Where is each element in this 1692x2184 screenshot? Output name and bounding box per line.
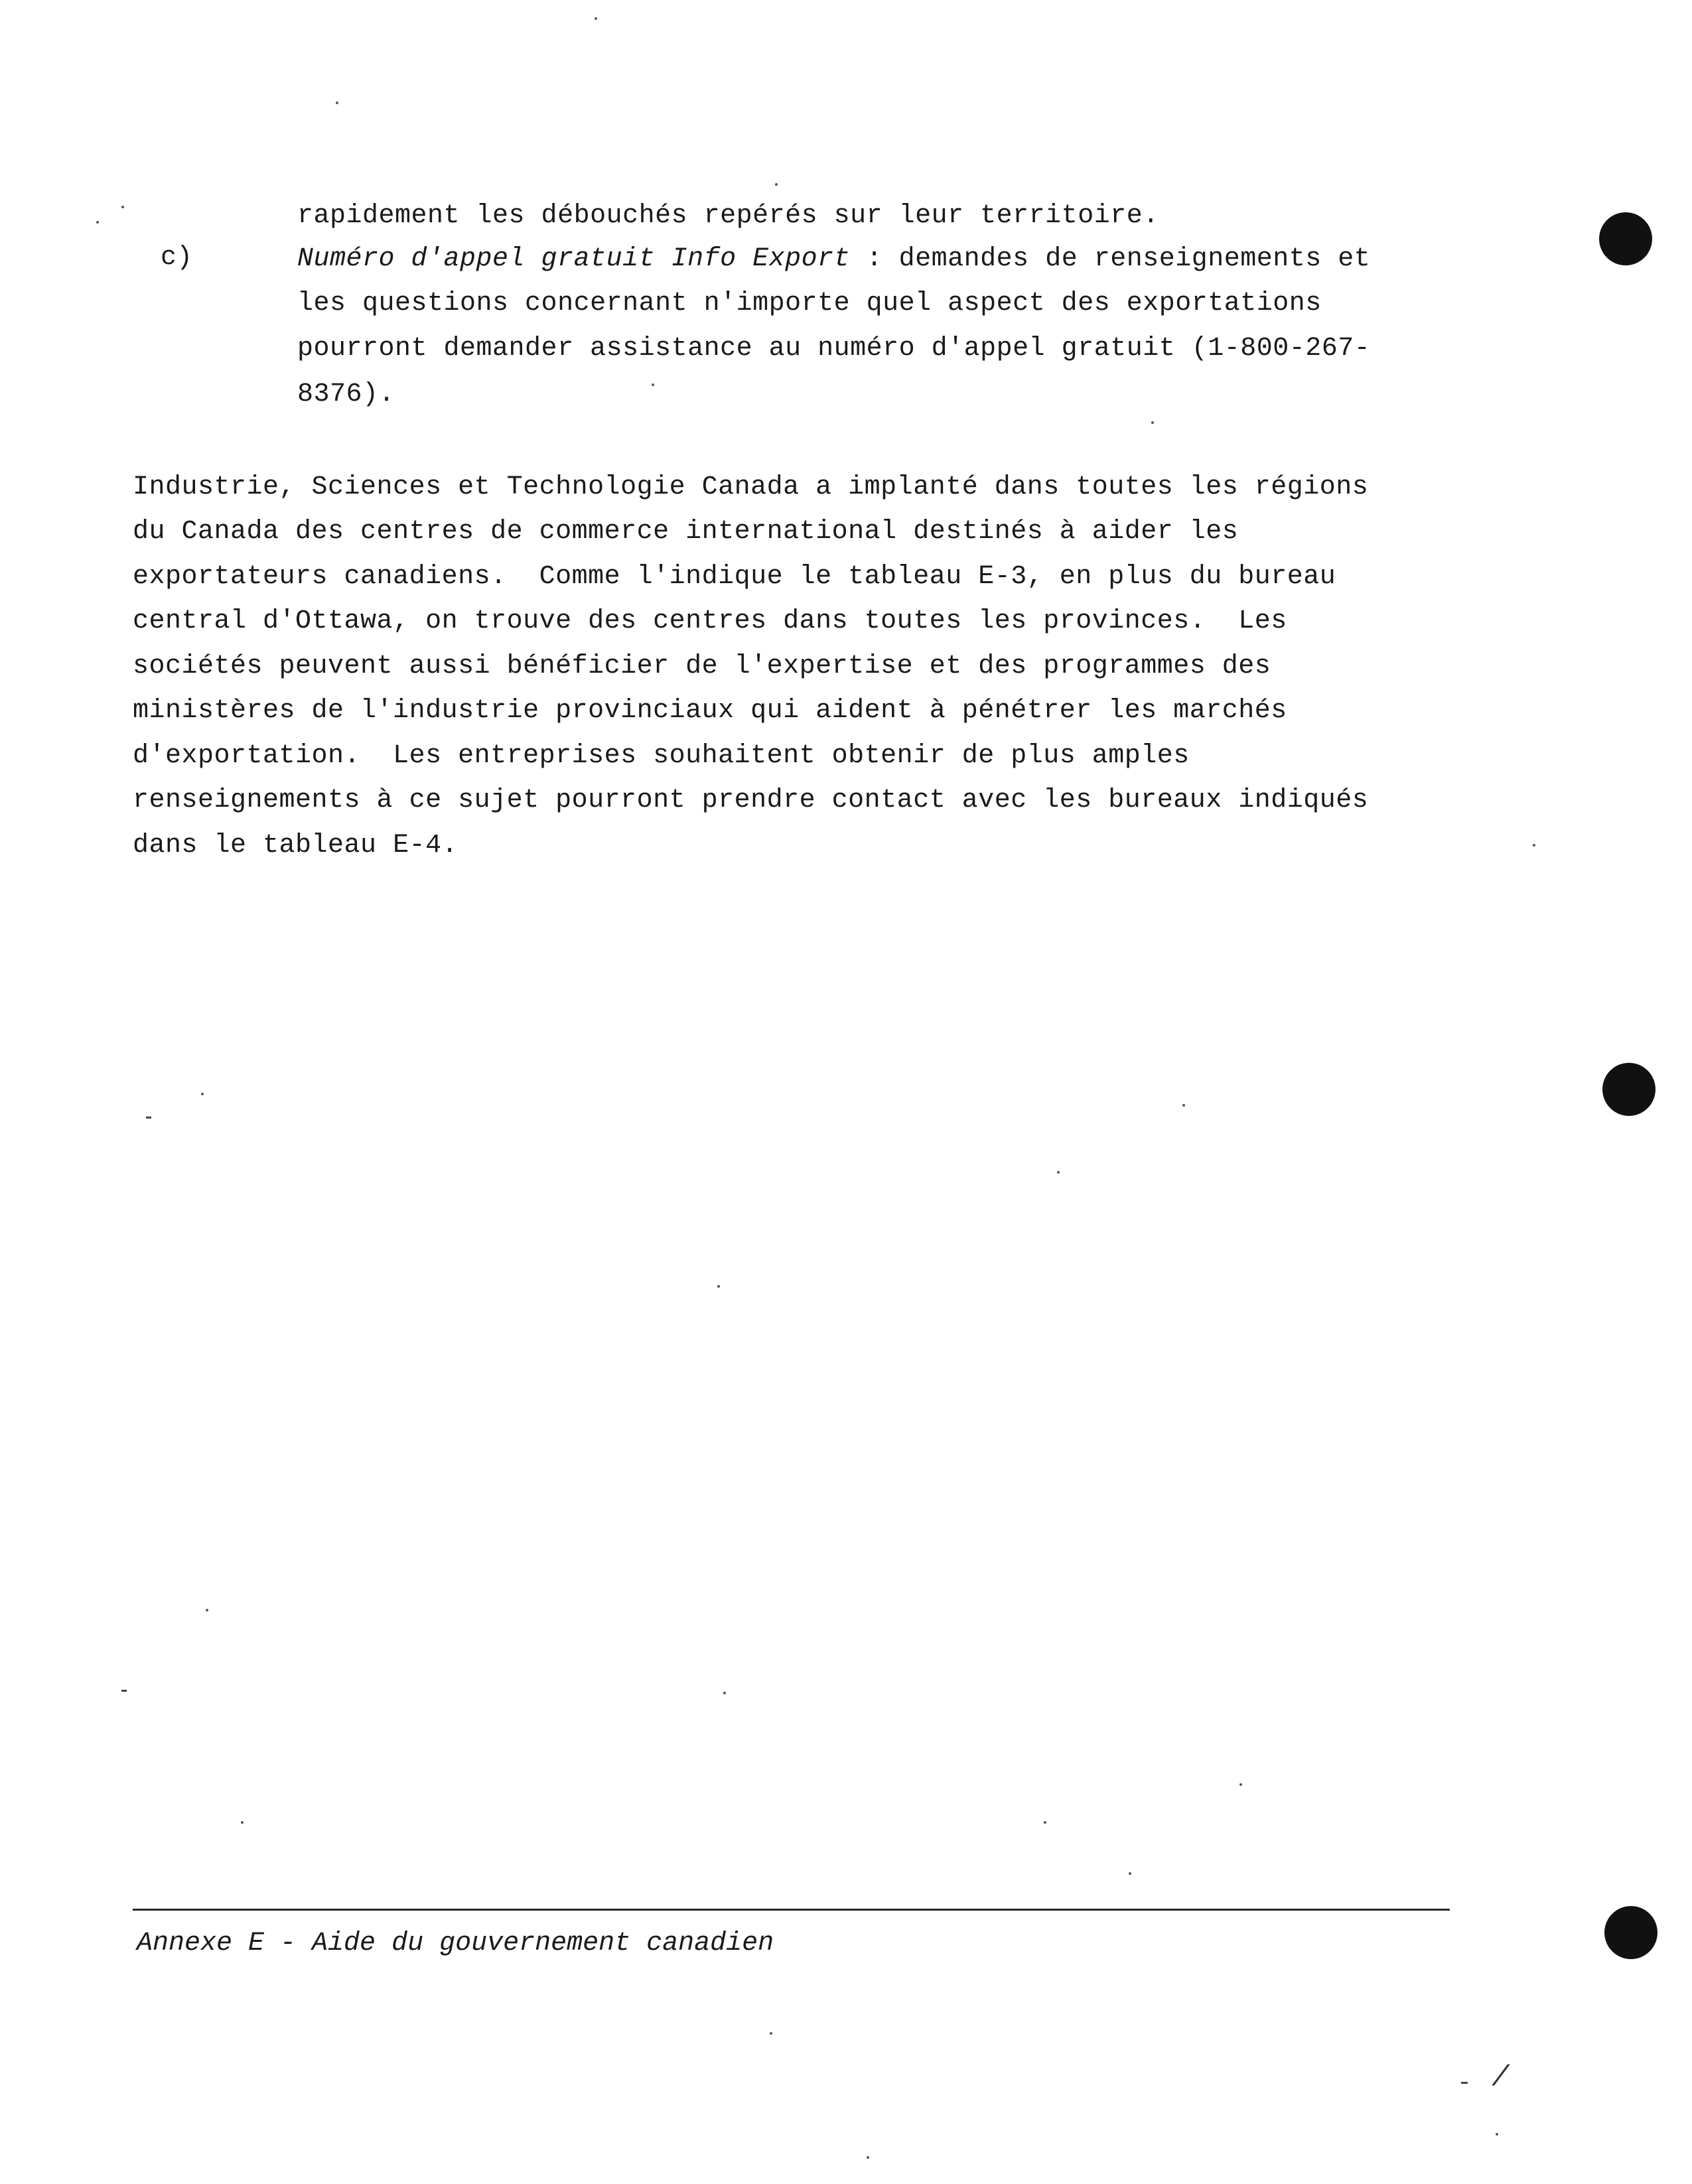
paragraph-line-7: d'exportation. Les entreprises souhaitent obtenir de plus amples bbox=[133, 741, 1190, 771]
paragraph-line-4: central d'Ottawa, on trouve des centres dans toutes les provinces. Les bbox=[133, 606, 1287, 636]
list-item-c-line-3: pourront demander assistance au numéro d'appel gratuit (1-800-267- bbox=[297, 334, 1371, 364]
list-item-label: c) bbox=[161, 243, 193, 273]
scan-speck bbox=[770, 2032, 772, 2035]
corner-slash-mark: / bbox=[1492, 2061, 1510, 2094]
paragraph-line-5: sociétés peuvent aussi bénéficier de l'expertise et des programmes des bbox=[133, 651, 1271, 681]
scan-dash bbox=[1461, 2082, 1468, 2084]
scan-dash bbox=[146, 1117, 151, 1119]
scan-speck bbox=[717, 1285, 720, 1288]
paragraph-line-2: du Canada des centres de commerce international destinés à aider les bbox=[133, 517, 1239, 547]
list-item-c-line-2: les questions concernant n'importe quel aspect des exportations bbox=[297, 289, 1322, 318]
footer-title: Annexe E - Aide du gouvernement canadien bbox=[137, 1929, 774, 1958]
scan-speck bbox=[1533, 844, 1535, 847]
list-item-title: Numéro d'appel gratuit Info Export bbox=[297, 244, 851, 274]
list-item-line1-rest: : demandes de renseignements et bbox=[850, 244, 1371, 274]
scan-speck bbox=[652, 383, 654, 386]
paragraph-line-3: exportateurs canadiens. Comme l'indique le tableau E-3, en plus du bureau bbox=[133, 562, 1336, 592]
scan-speck bbox=[723, 1692, 726, 1694]
scan-speck bbox=[1239, 1783, 1242, 1786]
scan-speck bbox=[336, 102, 338, 104]
scan-speck bbox=[595, 17, 597, 20]
scan-speck bbox=[206, 1609, 208, 1611]
punch-hole-top bbox=[1599, 212, 1652, 265]
scan-speck bbox=[201, 1093, 204, 1095]
scan-speck bbox=[241, 1821, 244, 1824]
paragraph-line-9: dans le tableau E-4. bbox=[133, 831, 458, 860]
punch-hole-bottom bbox=[1604, 1906, 1657, 1959]
paragraph-line-6: ministères de l'industrie provinciaux qui aident à pénétrer les marchés bbox=[133, 696, 1287, 726]
list-item-c-line-4: 8376). bbox=[297, 379, 395, 409]
scan-speck bbox=[1182, 1104, 1185, 1107]
scan-speck bbox=[1129, 1872, 1131, 1875]
footer-rule bbox=[133, 1909, 1450, 1911]
scan-speck bbox=[775, 183, 778, 186]
scan-speck bbox=[867, 2156, 869, 2159]
scan-speck bbox=[121, 206, 124, 208]
scan-speck bbox=[1151, 421, 1154, 424]
scan-speck bbox=[1057, 1171, 1060, 1174]
punch-hole-middle bbox=[1602, 1063, 1656, 1116]
list-item-c-line-1 bbox=[297, 243, 1370, 275]
scan-speck bbox=[96, 221, 99, 224]
paragraph-line-8: renseignements à ce sujet pourront prendre contact avec les bureaux indiqués bbox=[133, 785, 1369, 815]
list-continuation-line: rapidement les débouchés repérés sur leur territoire. bbox=[297, 201, 1159, 231]
scan-speck bbox=[1496, 2133, 1498, 2136]
paragraph-line-1: Industrie, Sciences et Technologie Canada a implanté dans toutes les régions bbox=[133, 472, 1369, 502]
scan-speck bbox=[1044, 1821, 1046, 1824]
scan-dash bbox=[121, 1690, 127, 1692]
